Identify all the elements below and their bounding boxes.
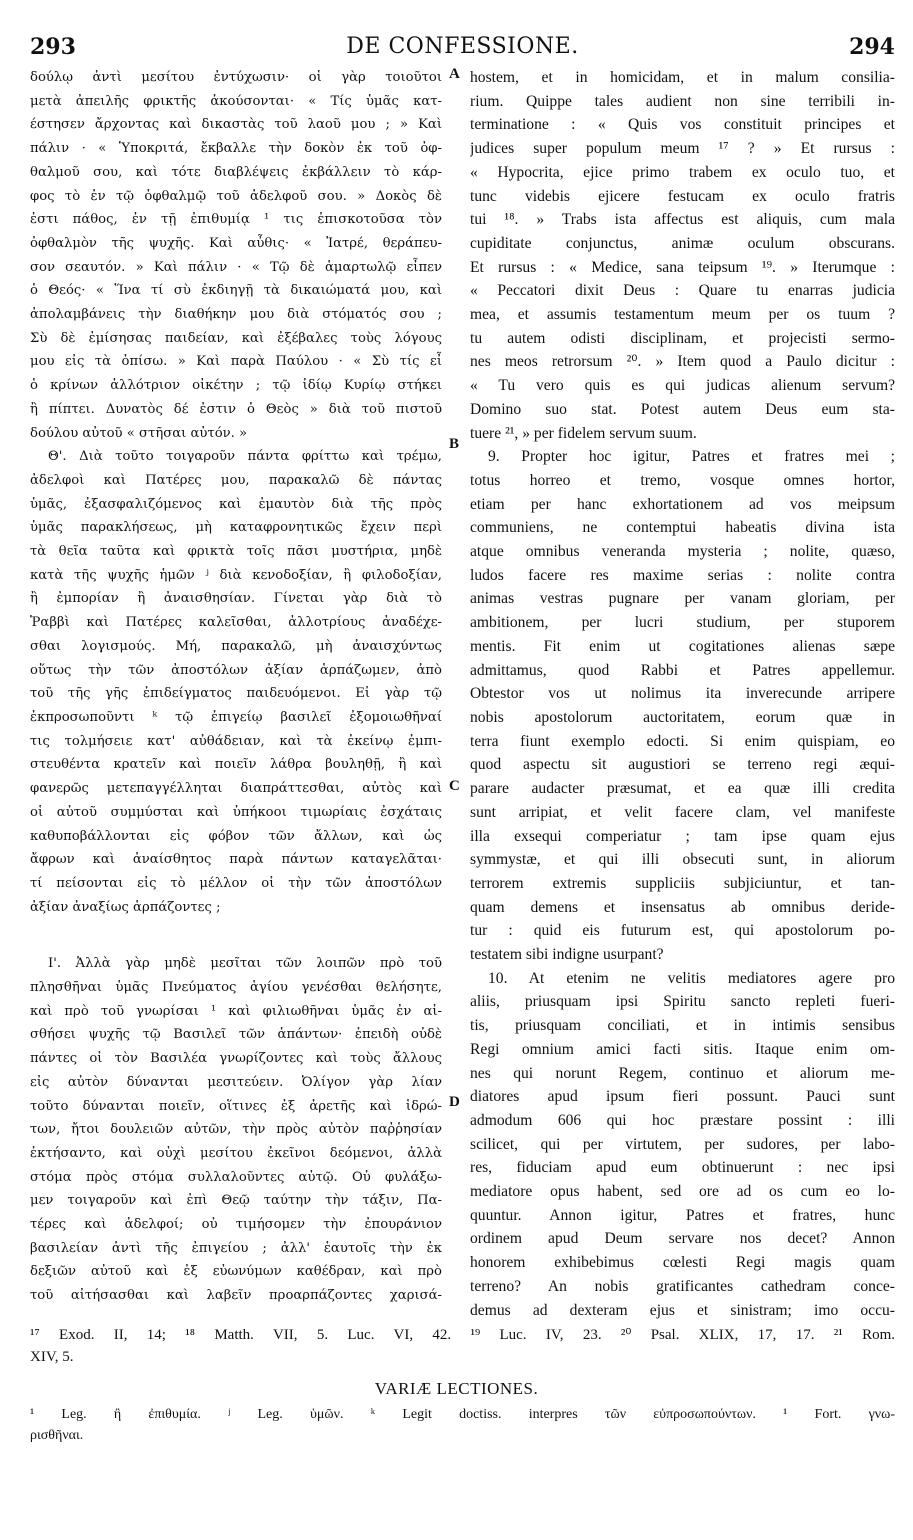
latin-line: « Hypocrita, ejice primo trabem ex oculo tuo, et [470,163,895,181]
latin-line: ambitionem, per lucri studium, per stuporem [470,614,895,632]
greek-line: στευθέντα κρατεῖν καὶ ποιεῖν λάθρα βουληθῇ, ἢ καὶ [30,757,442,773]
greek-line: τοῦ αἰτήσασθαι καὶ λαβεῖν προαρπάζοντες χαρισά- [30,1288,442,1304]
greek-line: ἀξίαν ἀναξίως ἁρπάζοντες ; [30,899,221,915]
latin-line: tur : quid eis futurum est, qui apostolorum po- [470,922,895,940]
latin-line: Et rursus : « Medice, sana teipsum ¹⁹. » Iterumque : [470,258,895,276]
greek-line: ἄφρων καὶ ἀναίσθητος παρὰ πάντων καταγελᾶται· [30,852,442,868]
greek-line: φανερῶς μετεπαγγέλληται διαπράττεσθαι, αὐτὸς καὶ [30,781,442,797]
greek-line: σον σεαυτόν. » Καὶ πάλιν · « Τῷ δὲ ἁμαρτωλῷ εἶπεν [30,259,442,275]
greek-line: μου εἰς τὰ ὀπίσω. » Καὶ παρὰ Παύλου · « Σὺ τίς εἶ [30,354,442,370]
greek-line: τέρες καὶ ἀδελφοί; οὐ τιμήσομεν τὴν ἐπουράνιον [30,1217,442,1233]
column-marker-b: B [449,436,460,452]
latin-line: symmystæ, et qui illi obsecuti sunt, in aliorum [470,851,895,869]
latin-line: quam demens et insensatus ab omnibus deride- [470,898,895,916]
greek-line: ἐκπροσωποῦντι ᵏ τῷ ἐπιγείῳ βασιλεῖ ἐξομοιωθῆναί [30,709,442,725]
latin-line: totus horreo et tremo, vosque omnes hortor, [470,471,895,489]
column-marker-c: C [449,778,460,794]
greek-line: μετὰ ἀπειλῆς φρικτῆς ἀκούσονται· « Τίς ὑμᾶς κατ- [30,93,442,109]
latin-line: animas vestras pugnare per vanam gloriam, per [470,590,895,608]
greek-line: βασιλείαν ἀντὶ τῆς ἐπιγείου ; ἀλλ' ἑαυτοῖς τὴν ἐκ [30,1240,442,1256]
greek-line: πάλιν · « Ὑποκριτά, ἔκβαλλε τὴν δοκὸν ἐκ τοῦ ὀφ- [30,141,442,157]
latin-line: cupiditate conjunctus, animæ oculum obscurans. [470,234,895,252]
column-marker-a: A [449,66,460,82]
latin-line: tis, priusquam conciliati, et in intimis sensibus [470,1017,895,1035]
greek-line: τί πείσονται εἰς τὸ μέλλον οἱ τὴν τῶν ἀποστόλων [30,875,442,891]
greek-line: ἢ πίπτει. Δυνατὸς δέ ἐστιν ὁ Θεὸς » διὰ τοῦ πιστοῦ [30,401,442,417]
variant-line: ρισθῆναι. [30,1428,84,1443]
latin-line: rium. Quippe tales audient non sine terribili in- [470,92,895,110]
greek-line: καθυποβάλλονται εἰς φόβον τῶν ἄλλων, καὶ ὡς [30,828,442,844]
latin-line: ludos facere res maxime serias : nolite contra [470,566,895,584]
latin-line: communiens, ne contemptui habeatis divina ista [470,519,895,537]
page-number-left: 293 [30,34,76,60]
latin-line: illa exsequi comperiatur ; tam ipse quam ejus [470,827,895,845]
greek-line: τοῦ τῆς γῆς ἐπιδείγματος παιδευόμενοι. Εἰ γὰρ τῷ [30,686,442,702]
latin-line: 9. Propter hoc igitur, Patres et fratres mei ; [488,448,895,466]
column-marker-d: D [449,1094,460,1110]
latin-line: tui ¹⁸. » Trabs ista affectus est aliquis, cum mala [470,211,895,229]
latin-line: nobis apostolorum auctoritatem, eorum quæ in [470,708,895,726]
latin-line: ordinem apud Deum servare nos decet? Annon [470,1230,895,1248]
greek-line: εἰς αὐτὸν δύνανται μεσιτεύειν. Ὀλίγον γὰρ λίαν [30,1074,442,1090]
greek-line: σθαι λογισμούς. Μή, παρακαλῶ, μὴ ἀναισχύντως [30,638,442,654]
latin-line: demus ad dexteram ejus et sinistram; imo occu- [470,1301,895,1319]
greek-line: καὶ πρὸ τοῦ γνωρίσαι ¹ καὶ φιλιωθῆναι ὑμᾶς ἐν αἰ- [30,1003,442,1019]
variae-lectiones [30,1404,895,1446]
greek-line: σθήσει ψυχῆς τῷ Βασιλεῖ τῶν ἁπάντων· ἐπειδὴ οὐδὲ [30,1027,442,1043]
latin-line: nes qui norunt Regem, continuo et aliorum me- [470,1064,895,1082]
latin-line: mediatore opus habent, sed ore ad os cum eo lo- [470,1183,895,1201]
latin-line: « Peccatori dixit Deus : Quare tu enarras judicia [470,282,895,300]
greek-line: δεξιῶν αὐτοῦ καὶ ἐξ εὐωνύμων καθέδραν, καὶ πρὸ [30,1264,442,1280]
greek-line: οἱ αὐτοῦ συμμύσται καὶ ὑπήκοοι τιμωρίαις ἐσχάταις [30,804,442,820]
greek-line: ἐστι πάθος, ἐν τῇ ἐπιθυμίᾳ ¹ τις ἐπισκοτοῦσα τὸν [30,212,442,228]
greek-line: στόμα πρὸς στόμα συλλαλοῦντες αὐτῷ. Οὐ φυλάξω- [30,1169,442,1185]
latin-line: mea, et assumis testamentum meum per os tuum ? [470,306,895,324]
latin-line: parare audacter præsumat, et ea quæ illi credita [470,780,895,798]
latin-line: quuntur. Annon igitur, Patres et fratres, hunc [470,1206,895,1224]
greek-line: τὰ θεῖα ταῦτα καὶ φρικτὰ τοῖς πᾶσι μυστήρια, μηδὲ [30,544,442,560]
latin-line: diatores apud ipsum fieri possunt. Pauci sunt [470,1088,895,1106]
latin-line: sunt arripiat, et velit facere clam, vel manifeste [470,803,895,821]
latin-line: honorem exhibebimus cœlesti Regi magis quam [470,1254,895,1272]
latin-column [470,66,895,1322]
page-number-right: 294 [849,34,895,60]
greek-line: Θ'. Διὰ τοῦτο τοιγαροῦν πάντα φρίττω καὶ τρέμω, [48,449,442,465]
greek-line: δούλου αὐτοῦ « στῆσαι αὐτόν. » [30,425,248,441]
footnotes [30,1324,895,1368]
latin-line: scilicet, qui per virtutem, per sudores, per labo- [470,1135,895,1153]
greek-column [30,66,442,1308]
latin-line: terra fiunt exemplo edocti. Si enim quispiam, eo [470,732,895,750]
latin-line: testatem sibi indigne usurpant? [470,946,664,964]
running-title: DE CONFESSIONE. [346,34,579,59]
greek-line: ἐκτήσαντο, καὶ οὐχὶ μεσίτου ἐκεῖνοι δεόμενοι, ἀλλὰ [30,1145,442,1161]
greek-line: ἢ ἐμπορίαν ἢ ἀναισθησίαν. Γίνεται γὰρ διὰ τὸ [30,591,442,607]
greek-line: ὁ Θεός· « Ἵνα τί σὺ ἐκδιηγῇ τὰ δικαιώματά μου, καὶ [30,283,442,299]
latin-line: terrorem extremis suppliciis subjiciuntur, et tan- [470,874,895,892]
greek-line: έστησεν ἄρχοντας καὶ δικαστὰς τοῦ λαοῦ μου ; » Καὶ [30,117,442,133]
latin-line: Regi omnium amici facti sitis. Itaque enim om- [470,1040,895,1058]
latin-line: Obtestor vos ut nolimus ita inverecunde arripere [470,685,895,703]
latin-line: Domino suo stat. Potest autem Deus eum sta- [470,400,895,418]
greek-line: θαλμοῦ σου, καὶ τότε διαβλέψεις ἐκβάλλειν τὸ κάρ- [30,164,442,180]
latin-line: etiam per hanc exhortationem ad vos meipsum [470,495,895,513]
greek-line: οὕτως τὴν τῶν ἀποστόλων ἀξίαν ἁρπάζωμεν, ἀπὸ [30,662,442,678]
greek-line: Ῥαββὶ καὶ Πατέρες καλεῖσθαι, ἀλλοτρίους ἀναδέχε- [30,615,442,631]
latin-line: terminatione : « Quis vos constituit principes et [470,116,895,134]
greek-line: ὁ κρίνων ἀλλότριον οἰκέτην ; τῷ ἰδίῳ Κυρίῳ στήκει [30,378,442,394]
footnote-line: ¹⁷ Exod. II, 14; ¹⁸ Matth. VII, 5. Luc. VI, 42. ¹⁹ Luc. IV, 23. ²⁰ Psal. XLIX, 17, 17. ²¹ Rom. [30,1327,895,1343]
greek-line: πλησθῆναι ὑμᾶς Πνεύματος ἁγίου γενέσθαι θελήσητε, [30,980,442,996]
greek-line: ὑμᾶς παρακλήσεως, μὴ καταφρονητικῶς ἔχειν περὶ [30,520,442,536]
latin-line: atque omnibus veneranda mysteria ; nolite, quæso, [470,543,895,561]
greek-line: μεν τοιγαροῦν καὶ ἐπὶ Θεῷ ταύτην τὴν τάξιν, Πα- [30,1193,442,1209]
latin-line: aliis, priusquam ipsi Spiritu sancto repleti fueri- [470,993,895,1011]
greek-line: ἀπολαμβάνεις τὴν διαθήκην μου διὰ στόματός σου ; [30,307,442,323]
greek-line: πάντες οἱ τὸν Βασιλέα γνωρίζοντες καὶ τοὺς ἄλλους [30,1051,442,1067]
latin-line: tunc videbis ejicere festucam ex oculo fratris [470,187,895,205]
latin-line: admittamus, quod Rabbi et Patres appellemur. [470,661,895,679]
variant-line: ¹ Leg. ἢ ἐπιθυμία. ʲ Leg. ὑμῶν. ᵏ Legit doctiss. interpres τῶν εὐπροσωπούντων. ¹ Fort. γνω- [30,1407,895,1422]
page-header [30,34,895,64]
greek-line: δούλῳ ἀντὶ μεσίτου ἐντύχωσιν· οἱ γὰρ τοιοῦτοι [30,70,442,85]
latin-line: res, fiduciam apud eum obtinuerunt : nec ipsi [470,1159,895,1177]
greek-line: των, ἤτοι δουλειῶν αὐτῶν, τὴν πρὸς αὐτὸν παῤῥησίαν [30,1122,442,1138]
latin-line: tuere ²¹, » per fidelem servum suum. [470,424,697,442]
greek-line: ἀδελφοὶ καὶ Πατέρες μου, παρακαλῶ δὲ πάντας [30,472,442,488]
latin-line: hostem, et in homicidam, et in malum consilia- [470,69,895,86]
latin-line: 10. At etenim ne velitis mediatores agere pro [488,969,895,987]
greek-line: ὑμᾶς, ἐξασφαλιζόμενος καὶ ἐμαυτὸν διὰ τῆς πρὸς [30,496,442,512]
variae-lectiones-heading: VARIÆ LECTIONES. [374,1379,539,1398]
latin-line: quod aspectu sit augustiori se terreno regi æqui- [470,756,895,774]
latin-line: admodum 606 qui hoc præstare possint : illi [470,1111,895,1129]
greek-line: φος τὸ ἐν τῷ ὀφθαλμῷ τοῦ ἀδελφοῦ σου. » Δοκὸς δὲ [30,188,442,204]
latin-line: judices super populum meum ¹⁷ ? » Et rursus : [470,140,895,158]
latin-line: tu autem odisti disciplinam, et projecisti sermo- [470,329,895,347]
latin-line: « Tu vero quis es qui judicas alienum servum? [470,377,895,395]
latin-line: mentis. Fit enim ut cogitationes alienas sæpe [470,637,895,655]
footnote-line: XIV, 5. [30,1349,74,1365]
latin-line: nes meos retrorsum ²⁰. » Item quod a Paulo dicitur : [470,353,895,371]
latin-line: terreno? An nobis gratificantes cathedram conce- [470,1277,895,1295]
greek-line: τοῦτο δύνανται ποιεῖν, οἵτινες ἐξ ἀρετῆς καὶ ἱδρώ- [30,1098,442,1114]
greek-line: κατὰ τῆς ψυχῆς ἡμῶν ʲ διὰ κενοδοξίαν, ἢ φιλοδοξίαν, [30,567,442,583]
greek-line: Ι'. Ἀλλὰ γὰρ μηδὲ μεσῖται τῶν λοιπῶν πρὸ τοῦ [48,956,442,972]
greek-line: ὀφθαλμὸν τῆς ψυχῆς. Καὶ αὖθις· « Ἰατρέ, θεράπευ- [30,235,442,251]
greek-line: Σὺ δὲ ἐμίσησας παιδείαν, καὶ ἐξέβαλες τοὺς λόγους [30,330,442,346]
greek-line: τις τολμήσειε κατ' αὐθάδειαν, καὶ τὰ ἐκείνῳ ἐμπι- [30,733,442,749]
